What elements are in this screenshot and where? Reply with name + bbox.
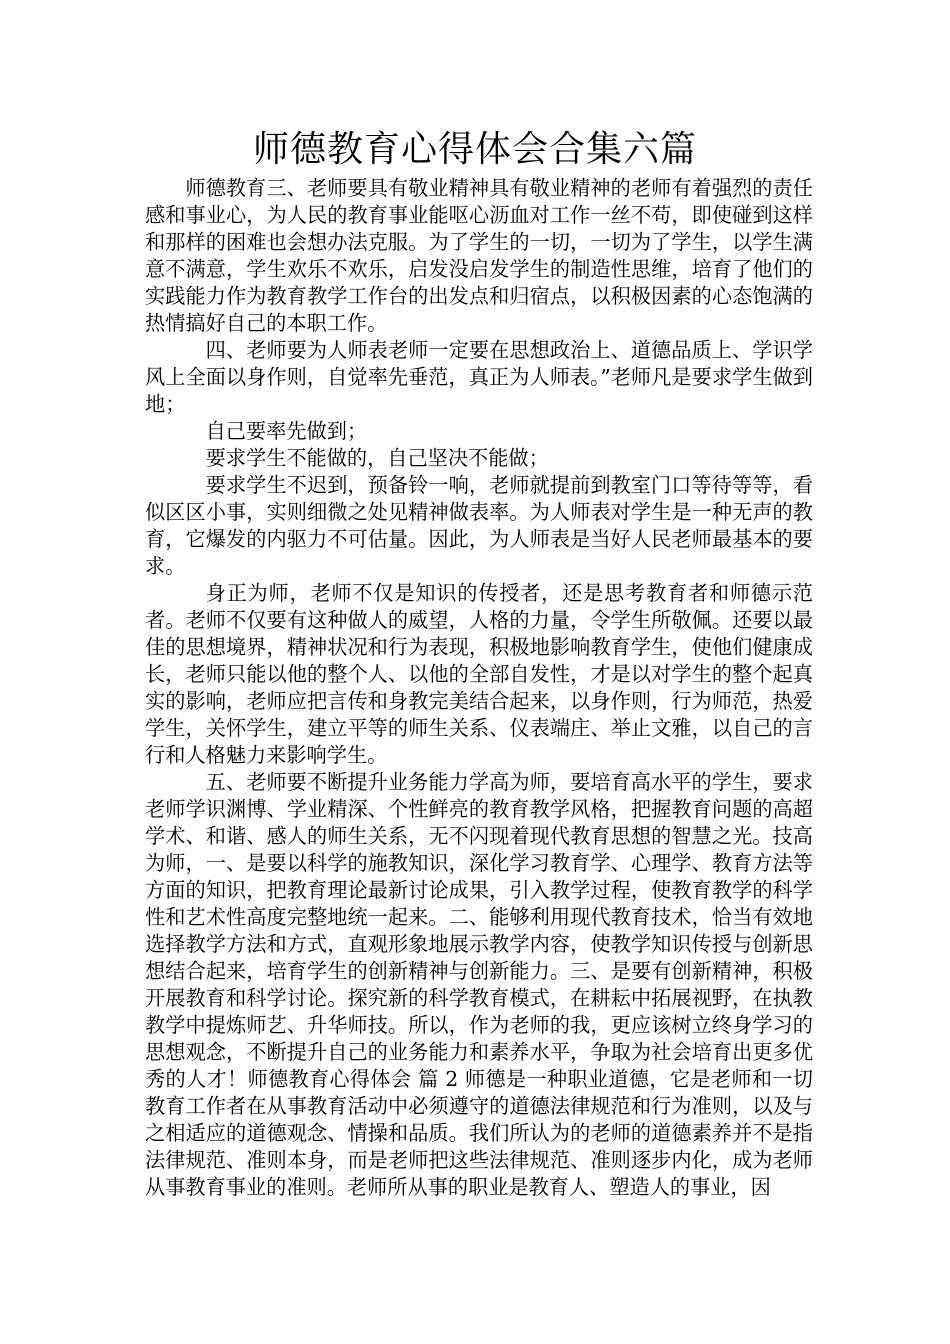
paragraph-punctuality: 要求学生不迟到，预备铃一响，老师就提前到教室门口等待等等，看似区区小事，实则细微之处见精神做表率。为人师表对学生是一种无声的教育，它爆发的内驱力不可估量。因此，为人师表是当好人民老师最基本的要求。	[145, 473, 813, 578]
document-title: 师德教育心得体会合集六篇	[252, 129, 697, 170]
paragraph-lead-by-example: 自己要率先做到；	[205, 419, 368, 443]
paragraph-upright-teacher: 身正为师，老师不仅是知识的传授者，还是思考教育者和师德示范者。老师不仅要有这种做人的威望，人格的力量，令学生所敬佩。还要以最佳的思想境界，精神状况和行为表现，积极地影响教育学生，使他们健康成长，老师只能以他的整个人、以他的全部自发性，才是以对学生的整个起真实的影响，老师应把言传和身教完美结合起来，以身作则，行为师范，热爱学生，关怀学生，建立平等的师生关系、仪表端庄、举止文雅，以自己的言行和人格魅力来影响学生。	[145, 581, 813, 767]
paragraph-professional-ability: 五、老师要不断提升业务能力学高为师，要培育高水平的学生，要求老师学识渊博、学业精深、个性鲜亮的教育教学风格，把握教育问题的高超学术、和谐、感人的师生关系，无不闪现着现代教育思想的智慧之光。技高为师，一、是要以科学的施教知识，深化学习教育学、心理学、教育方法等方面的知识，把教育理论最新讨论成果，引入教学过程，使教育教学的科学性和艺术性高度完整地统一起来。二、能够利用现代教育技术，恰当有效地选择教学方法和方式，直观形象地展示教学内容，使教学知识传授与创新思想结合起来，培育学生的创新精神与创新能力。三、是要有创新精神，积极开展教育和科学讨论。探究新的科学教育模式，在耕耘中拓展视野，在执教教学中提炼师艺、升华师技。所以，作为老师的我，更应该树立终身学习的思想观念，不断提升自己的业务能力和素养水平，争取为社会培育出更多优秀的人才！师德教育心得体会 篇 2 师德是一种职业道德，它是老师和一切教育工作者在从事教育活动中必须遵守的道德法律规范和行为准则，以及与之相适应的道德观念、情操和品质。我们所认为的老师的道德素养并不是指法律规范、准则本身，而是老师把这些法律规范、准则逐步内化，成为老师从事教育事业的准则。老师所从事的职业是教育人、塑造人的事业，因	[145, 770, 813, 1199]
document-body	[145, 175, 813, 1201]
paragraph-do-not-do: 要求学生不能做的，自己坚决不能做；	[205, 446, 549, 470]
paragraph-teacher-dedication: 师德教育三、老师要具有敬业精神具有敬业精神的老师有着强烈的责任感和事业心，为人民的教育事业能呕心沥血对工作一丝不苟，即使碰到这样和那样的困难也会想办法克服。为了学生的一切，一切为了学生，以学生满意不满意，学生欢乐不欢乐，启发没启发学生的制造性思维，培育了他们的实践能力作为教育教学工作台的出发点和归宿点，以积极因素的心态饱满的热情搞好自己的本职工作。	[145, 176, 813, 335]
paragraph-role-model: 四、老师要为人师表老师一定要在思想政治上、道德品质上、学识学风上全面以身作则，自觉率先垂范，真正为人师表。”老师凡是要求学生做到地；	[145, 338, 813, 416]
